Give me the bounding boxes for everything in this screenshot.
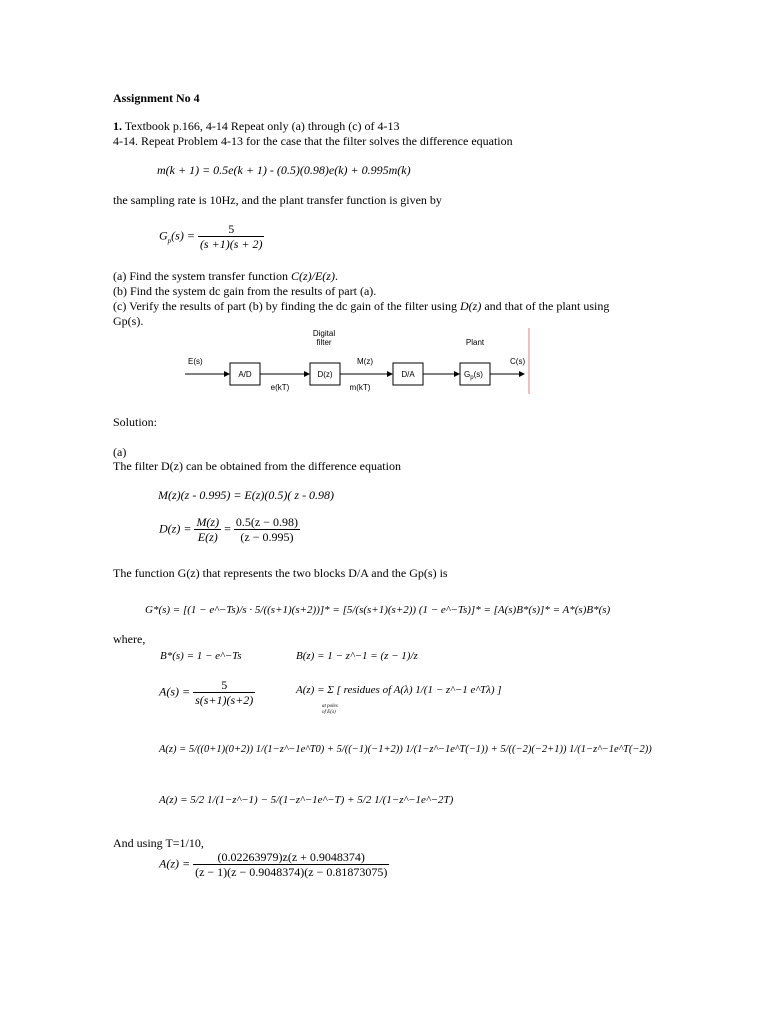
diagram-label-plant: Plant bbox=[465, 338, 485, 347]
az-simplified: A(z) = 5/2 1/(1−z^−1) − 5/(1−z^−1e^−T) + 5/2 1/(1−z^−1e^−2T) bbox=[159, 794, 454, 806]
az-final-denominator: (z − 1)(z − 0.9048374)(z − 0.81873075) bbox=[195, 865, 388, 880]
dz-denominator-2: (z − 0.995) bbox=[240, 530, 294, 545]
block-gp-arg: (s) bbox=[473, 370, 483, 379]
gp-symbol: G bbox=[159, 228, 168, 243]
bz-equation: B(z) = 1 − z^−1 = (z − 1)/z bbox=[296, 650, 418, 662]
filter-text: The filter D(z) can be obtained from the difference equation bbox=[113, 459, 401, 473]
part-c-mid: and that of the plant using bbox=[481, 299, 610, 313]
az-final-lhs: A(z) = bbox=[159, 856, 191, 871]
part-c-question-line2: Gp(s). bbox=[113, 314, 144, 328]
gstar-equation: G*(s) = [(1 − e^−Ts)/s · 5/((s+1)(s+2))]* = [5/(s(s+1)(s+2)) (1 − e^−Ts)]* = [A(s)B*(s)]* = A*(s)B*(s) bbox=[145, 604, 611, 616]
gp-arg: (s) = bbox=[171, 228, 195, 243]
dz-fraction-2 bbox=[234, 515, 300, 545]
arrowhead-ekt bbox=[304, 371, 310, 377]
function-text: The function G(z) that represents the two blocks D/A and the Gp(s) is bbox=[113, 566, 448, 580]
part-b-expr: (a) bbox=[359, 284, 374, 298]
arrowhead-input bbox=[224, 371, 230, 377]
diagram-label-filter: filter bbox=[316, 338, 332, 347]
part-c-dz: D(z) bbox=[460, 299, 482, 313]
part-b-suffix: . bbox=[373, 284, 377, 298]
part-b-question bbox=[113, 284, 376, 298]
plant-transfer-function bbox=[159, 222, 264, 252]
problem-text: Textbook p.166, 4-14 Repeat only (a) through (c) of 4-13 bbox=[122, 119, 400, 133]
arrowhead-output bbox=[519, 371, 525, 377]
block-gp-symbol: G bbox=[464, 370, 471, 379]
dz-denominator-1: E(z) bbox=[197, 530, 218, 545]
dz-lhs: D(z) = bbox=[159, 521, 192, 536]
dz-numerator-1: M(z) bbox=[196, 515, 220, 529]
arrowhead-da-plant bbox=[454, 371, 460, 377]
solution-part-a: (a) bbox=[113, 445, 127, 459]
problem-line-1 bbox=[113, 119, 400, 133]
gp-numerator: 5 bbox=[198, 222, 265, 237]
problem-number: 1. bbox=[113, 119, 122, 133]
block-gp-subscript: p bbox=[470, 375, 474, 381]
az-final-numerator: (0.02263979)z(z + 0.9048374) bbox=[193, 850, 389, 865]
part-a-question bbox=[113, 269, 338, 283]
page-title: Assignment No 4 bbox=[113, 91, 200, 105]
az-sum-limit-2: of E(λ) bbox=[322, 709, 336, 715]
block-da-label: D/A bbox=[401, 370, 415, 379]
as-lhs: A(s) = bbox=[159, 684, 191, 699]
where-label: where, bbox=[113, 632, 146, 646]
mz-equation: M(z)(z - 0.995) = E(z)(0.5)( z - 0.98) bbox=[158, 488, 335, 502]
part-a-suffix: . bbox=[334, 269, 338, 283]
as-denominator: s(s+1)(s+2) bbox=[195, 693, 254, 708]
difference-equation: m(k + 1) = 0.5e(k + 1) - (0.5)(0.98)e(k) + 0.995m(k) bbox=[157, 163, 411, 177]
gp-denominator: (s +1)(s + 2) bbox=[199, 237, 263, 252]
az-final-fraction bbox=[193, 850, 389, 880]
arrowhead-mkt bbox=[387, 371, 393, 377]
diagram-signal-mz: M(z) bbox=[357, 357, 373, 366]
az-sum-limits bbox=[322, 704, 338, 715]
az-sum-limit-1: at poles bbox=[322, 704, 338, 709]
diagram-input-label: E(s) bbox=[188, 357, 203, 366]
block-dz-label: D(z) bbox=[317, 370, 333, 379]
diagram-output-label: C(s) bbox=[510, 357, 526, 366]
part-a-expr: C(z)/E(z) bbox=[290, 269, 335, 283]
dz-equation bbox=[159, 515, 300, 545]
as-fraction bbox=[193, 678, 255, 708]
block-diagram bbox=[180, 328, 532, 394]
dz-numerator-2: 0.5(z − 0.98) bbox=[235, 515, 298, 529]
az-expanded: A(z) = 5/((0+1)(0+2)) 1/(1−z^−1e^T0) + 5/((−1)(−1+2)) 1/(1−z^−1e^T(−1)) + 5/((−2)(−2+1)) 1/(1−z^−1e^T(−2)) bbox=[159, 744, 652, 755]
part-b-prefix: (b) Find the system dc gain from the results of part bbox=[113, 284, 360, 298]
sampling-text: the sampling rate is 10Hz, and the plant transfer function is given by bbox=[113, 193, 442, 207]
problem-line-2: 4-14. Repeat Problem 4-13 for the case that the filter solves the difference equation bbox=[113, 134, 513, 148]
az-definition: A(z) = Σ [ residues of A(λ) 1/(1 − z^−1 e^Tλ) ] bbox=[296, 684, 502, 696]
diagram-signal-mkt: m(kT) bbox=[349, 383, 371, 392]
part-a-prefix: (a) Find the system transfer function bbox=[113, 269, 291, 283]
as-equation bbox=[159, 678, 255, 708]
block-ad-label: A/D bbox=[238, 370, 252, 379]
using-t-text: And using T=1/10, bbox=[113, 836, 204, 850]
solution-heading: Solution: bbox=[113, 415, 158, 429]
bstar-equation: B*(s) = 1 − e^−Ts bbox=[160, 650, 242, 662]
diagram-label-digital: Digital bbox=[312, 329, 336, 338]
part-c-question bbox=[113, 299, 609, 313]
diagram-signal-ekt: e(kT) bbox=[270, 383, 290, 392]
dz-equals: = bbox=[224, 521, 231, 536]
part-c-prefix: (c) Verify the results of part (b) by finding the dc gain of the filter using bbox=[113, 299, 461, 313]
dz-fraction-1 bbox=[194, 515, 221, 545]
gp-fraction bbox=[198, 222, 265, 252]
gp-subscript: p bbox=[167, 237, 172, 246]
az-final-equation bbox=[159, 850, 389, 880]
as-numerator: 5 bbox=[193, 678, 255, 693]
